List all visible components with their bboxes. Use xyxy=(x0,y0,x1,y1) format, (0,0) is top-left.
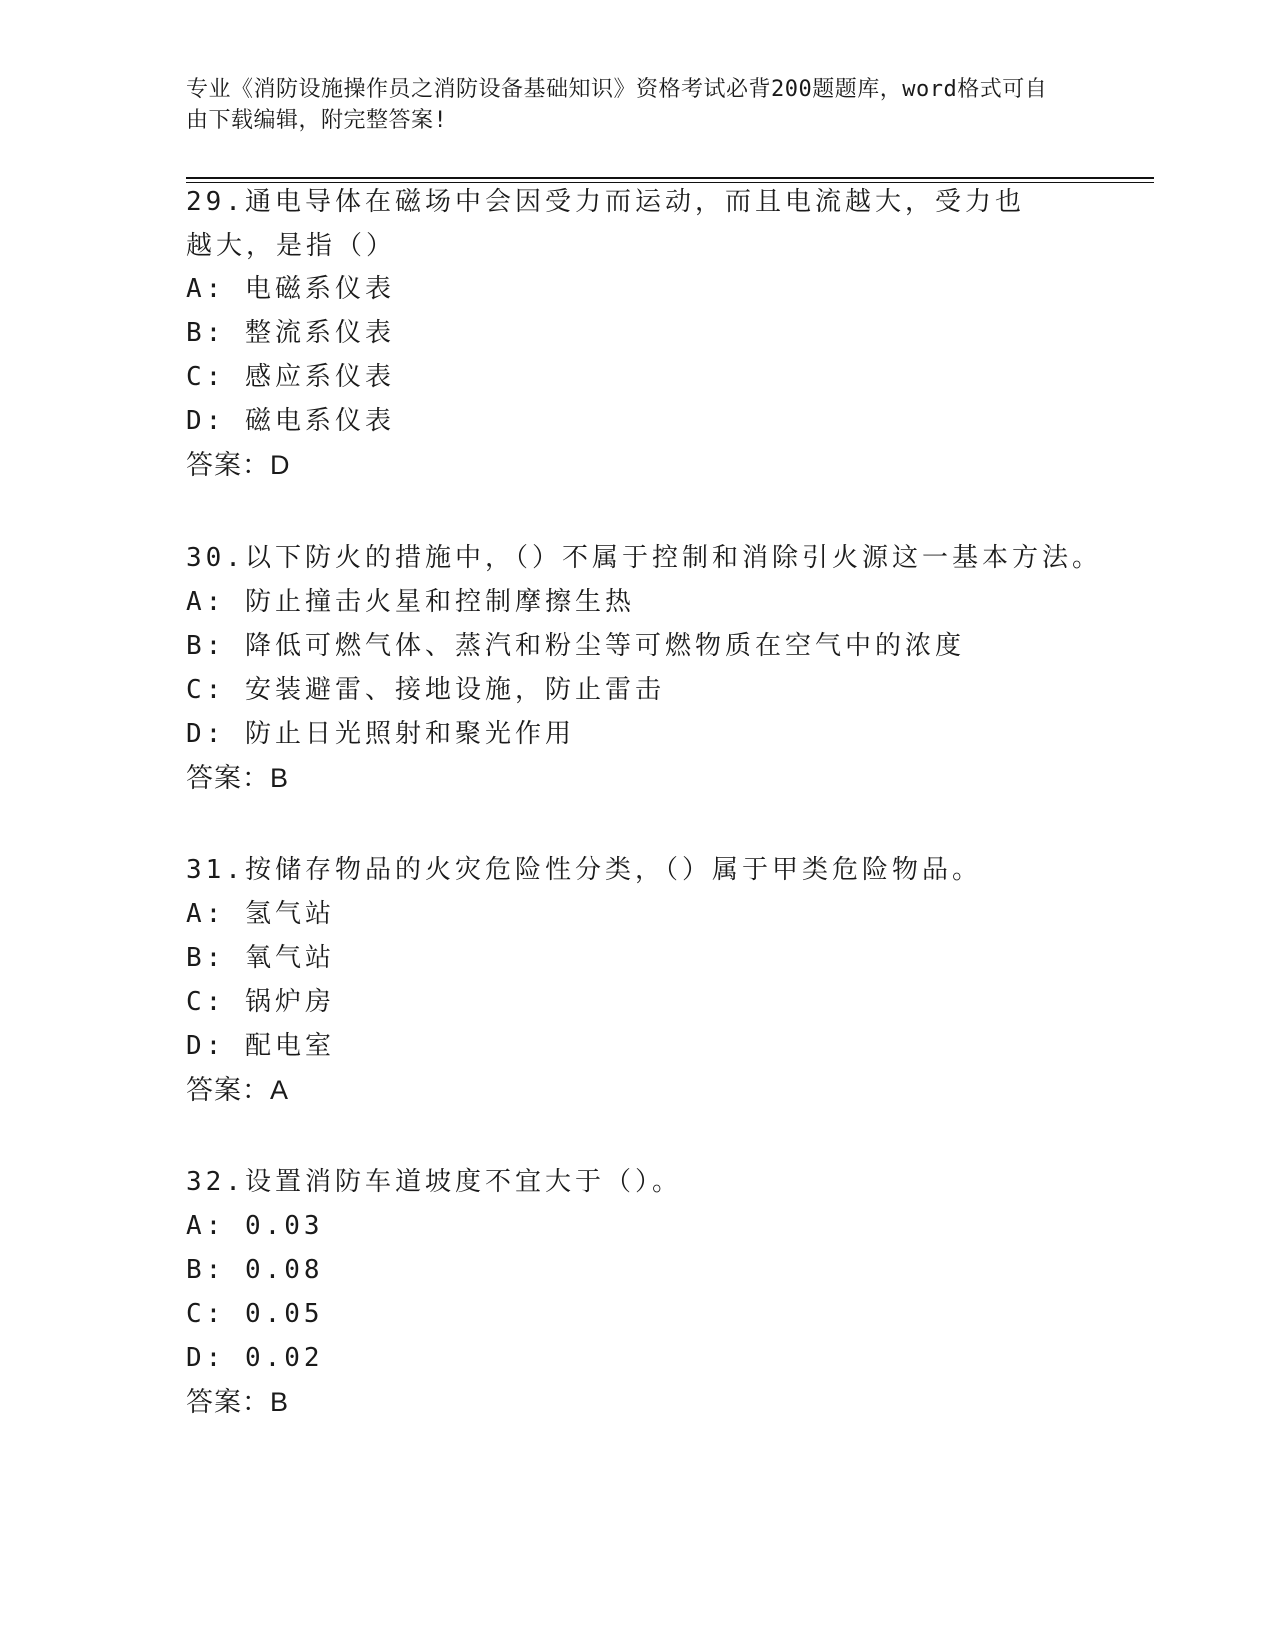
question-30-option-a: A: 防止撞击火星和控制摩擦生热 xyxy=(186,587,635,617)
question-30-option-c: C: 安装避雷、接地设施，防止雷击 xyxy=(186,675,665,705)
question-31-option-b: B: 氧气站 xyxy=(186,943,335,973)
question-30-text: 30.以下防火的措施中，（）不属于控制和消除引火源这一基本方法。 xyxy=(186,543,1102,573)
question-29-option-c: C: 感应系仪表 xyxy=(186,362,395,392)
question-29-answer: 答案：D xyxy=(186,450,291,480)
question-31-option-d: D: 配电室 xyxy=(186,1031,335,1061)
question-32-text: 32.设置消防车道坡度不宜大于（）。 xyxy=(186,1167,682,1197)
question-32-option-a: A: 0.03 xyxy=(186,1211,324,1241)
header-divider-thick xyxy=(186,177,1154,179)
question-29-option-d: D: 磁电系仪表 xyxy=(186,406,395,436)
document-header: 专业《消防设施操作员之消防设备基础知识》资格考试必背200题题库，word格式可自由下载编辑，附完整答案! xyxy=(186,77,1048,133)
question-29-text: 29.通电导体在磁场中会因受力而运动，而且电流越大，受力也越大，是指（） xyxy=(186,187,1025,261)
question-30-option-b: B: 降低可燃气体、蒸汽和粉尘等可燃物质在空气中的浓度 xyxy=(186,631,965,661)
question-32-option-c: C: 0.05 xyxy=(186,1299,324,1329)
question-31-text: 31.按储存物品的火灾危险性分类，（）属于甲类危险物品。 xyxy=(186,855,982,885)
question-29-option-b: B: 整流系仪表 xyxy=(186,318,395,348)
question-32-option-d: D: 0.02 xyxy=(186,1343,324,1373)
question-32-answer: 答案：B xyxy=(186,1387,290,1417)
question-29-option-a: A: 电磁系仪表 xyxy=(186,274,395,304)
question-30-answer: 答案：B xyxy=(186,763,290,793)
question-31-answer: 答案：A xyxy=(186,1075,290,1105)
question-30-option-d: D: 防止日光照射和聚光作用 xyxy=(186,719,575,749)
question-32-option-b: B: 0.08 xyxy=(186,1255,324,1285)
question-31-option-c: C: 锅炉房 xyxy=(186,987,335,1017)
question-31-option-a: A: 氢气站 xyxy=(186,899,335,929)
